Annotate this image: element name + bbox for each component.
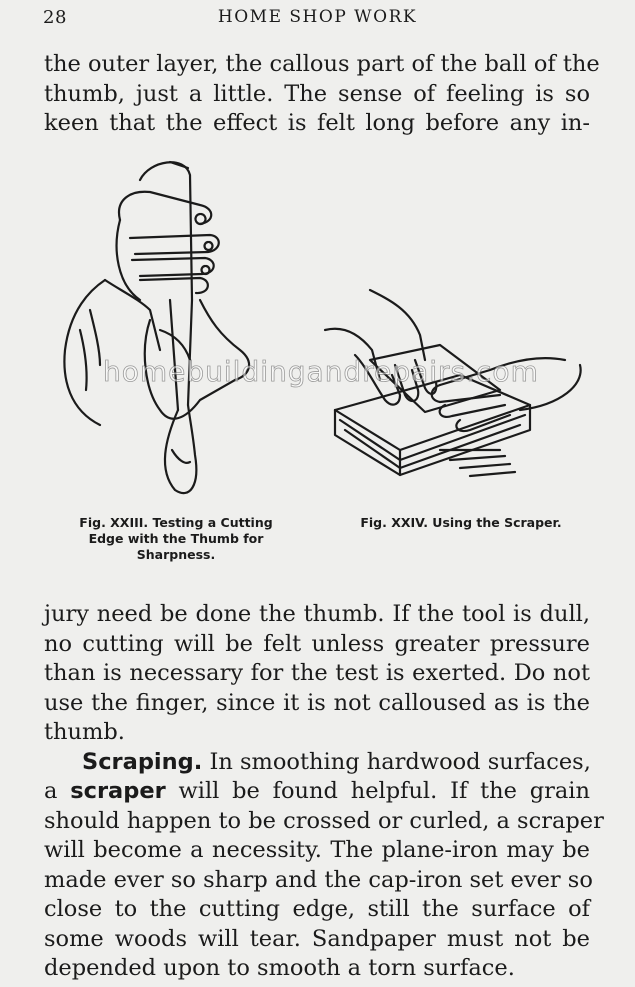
text-fragment: In smoothing hardwood surfaces, [202, 748, 591, 775]
hand-testing-chisel-illustration [64, 162, 249, 493]
scraper-term: scraper [70, 778, 166, 804]
figure-area [0, 150, 635, 510]
figures-svg [0, 150, 635, 510]
watermark: homebuildingandrepairs.com [103, 355, 539, 388]
text-line: thumb, just a little. The sense of feeling is so [44, 80, 590, 107]
bottom-text [44, 600, 604, 984]
text-line: close to the cutting edge, still the surface of [44, 896, 590, 922]
caption-line: Fig. XXIV. Using the Scraper. [360, 515, 562, 530]
text-line: no cutting will be felt unless greater pressure [44, 630, 590, 657]
text-fragment: will be found helpful. If the grain [165, 778, 590, 804]
scraping-first-line [44, 748, 590, 778]
text-fragment: a [44, 778, 71, 804]
text-line: the outer layer, the callous part of the ball of the [44, 51, 600, 77]
text-line: thumb. [44, 719, 125, 745]
text-line: keen that the effect is felt long before any in- [44, 110, 590, 136]
text-line: jury need be done the thumb. If the tool is dull, [44, 601, 590, 627]
scraper-line [44, 777, 590, 807]
page-number: 28 [43, 7, 67, 28]
caption-line: Sharpness. [136, 547, 216, 562]
figure-23-caption [40, 515, 312, 563]
top-paragraph [44, 50, 600, 139]
text-line: use the finger, since it is not calloused as is the [44, 689, 590, 716]
scraping-heading: Scraping. [82, 748, 203, 775]
text-line: made ever so sharp and the cap-iron set ever so [44, 866, 593, 893]
text-line: than is necessary for the test is exerted. Do not [44, 660, 590, 686]
text-line: depended upon to smooth a torn surface. [44, 955, 515, 981]
figure-24-caption [326, 515, 596, 531]
caption-line: Fig. XXIII. Testing a Cutting [79, 515, 273, 530]
caption-line: Edge with the Thumb for [88, 531, 264, 546]
text-line: should happen to be crossed or curled, a scraper [44, 807, 604, 834]
text-line: will become a necessity. The plane-iron may be [44, 837, 590, 863]
text-line: some woods will tear. Sandpaper must not be [44, 925, 590, 952]
running-head: HOME SHOP WORK [217, 7, 418, 27]
